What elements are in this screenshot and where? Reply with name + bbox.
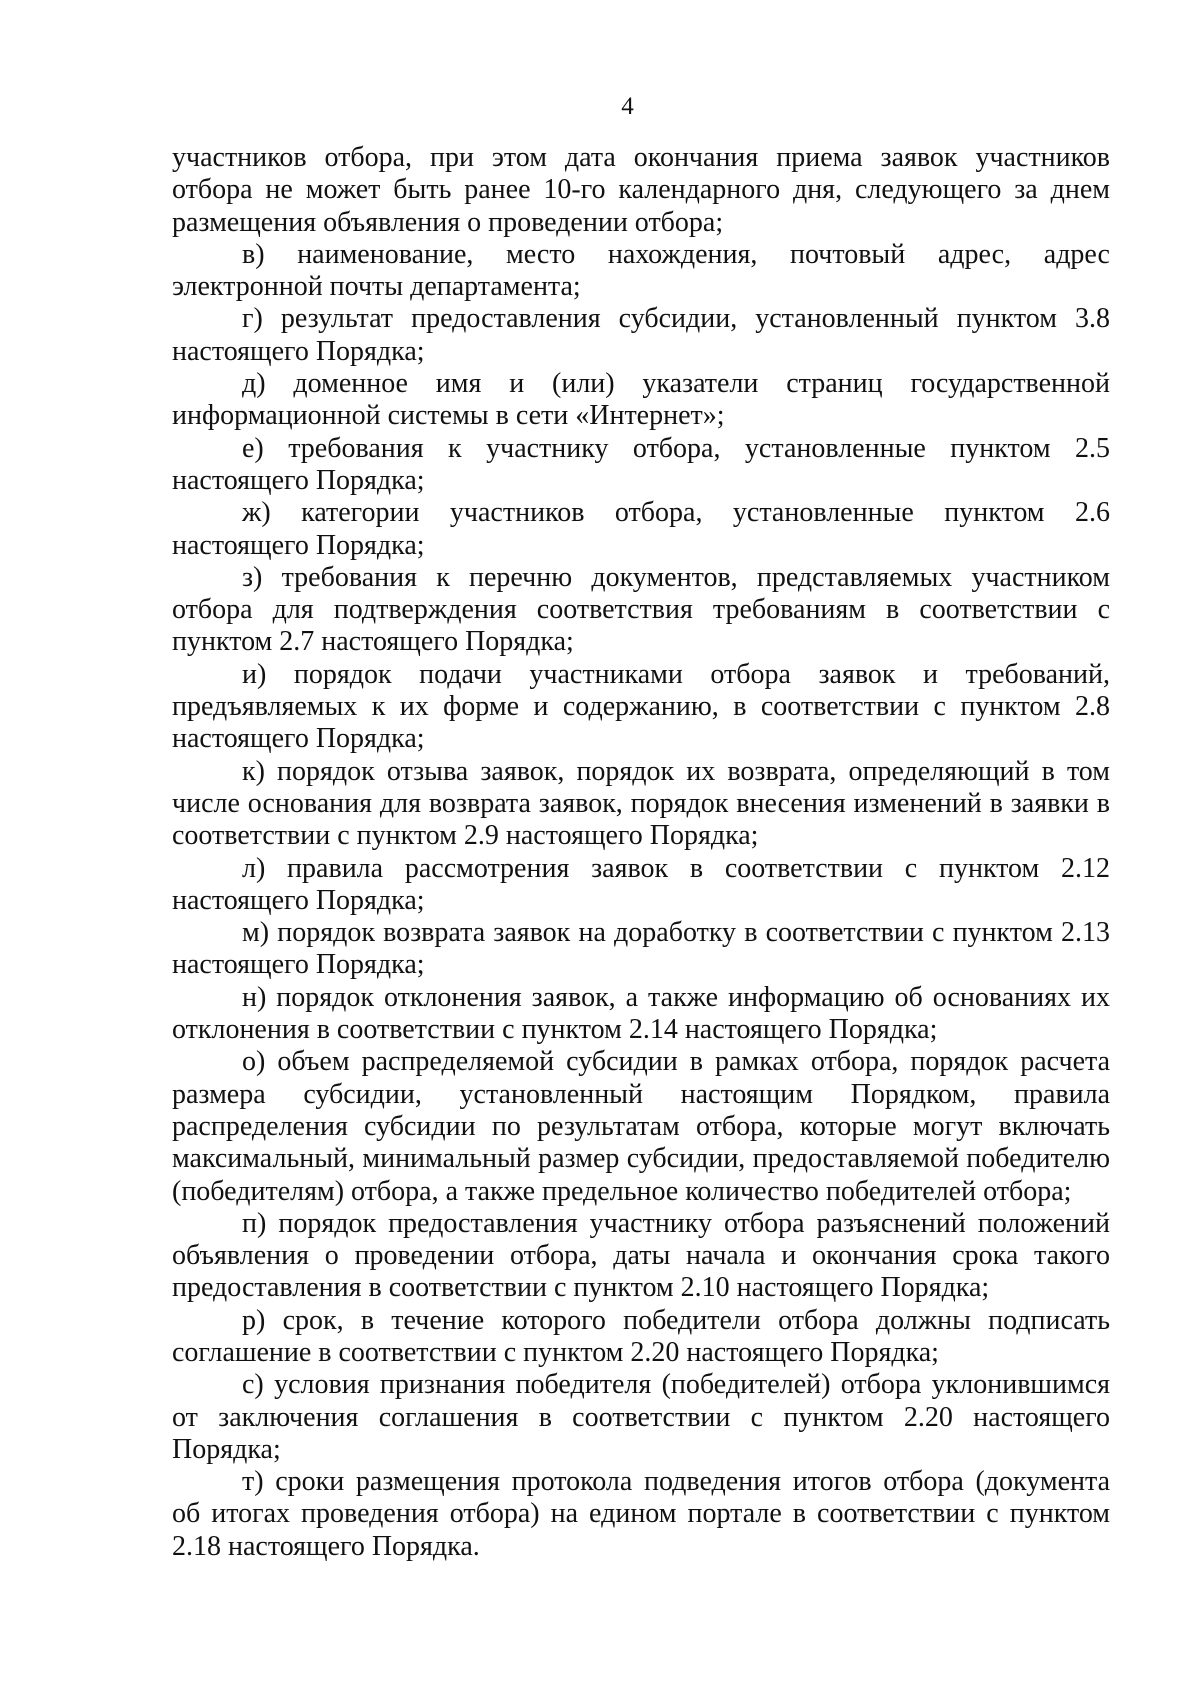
list-item-p: п) порядок предоставления участнику отбора разъяснений положений объявления о проведении отбора, даты начала и окончания срока такого предоставления в соответствии с пунктом 2.10 настоящего Порядка; (172, 1207, 1110, 1304)
list-item-l: л) правила рассмотрения заявок в соответствии с пунктом 2.12 настоящего Порядка; (172, 852, 1110, 916)
document-body (172, 142, 1110, 1563)
list-item-e: е) требования к участнику отбора, установленные пунктом 2.5 настоящего Порядка; (172, 432, 1110, 496)
page-number: 4 (621, 93, 634, 120)
list-item-k: к) порядок отзыва заявок, порядок их возврата, определяющий в том числе основания для возврата заявок, порядок внесения изменений в заявки в соответствии с пунктом 2.9 настоящего Порядка; (172, 755, 1110, 852)
list-item-r: р) срок, в течение которого победители отбора должны подписать соглашение в соответствии с пунктом 2.20 настоящего Порядка; (172, 1304, 1110, 1368)
list-item-z: з) требования к перечню документов, представляемых участником отбора для подтверждения соответствия требованиям в соответствии с пунктом 2.7 настоящего Порядка; (172, 561, 1110, 658)
list-item-i: и) порядок подачи участниками отбора заявок и требований, предъявляемых к их форме и содержанию, в соответствии с пунктом 2.8 настоящего Порядка; (172, 658, 1110, 755)
list-item-v: в) наименование, место нахождения, почтовый адрес, адрес электронной почты департамента; (172, 238, 1110, 303)
list-item-g: г) результат предоставления субсидии, установленный пунктом 3.8 настоящего Порядка; (172, 303, 1110, 367)
continuation-paragraph: участников отбора, при этом дата окончания приема заявок участников отбора не может быть ранее 10-го календарного дня, следующего за днем размещения объявления о проведении отбора; (172, 142, 1110, 238)
list-item-n: н) порядок отклонения заявок, а также информацию об основаниях их отклонения в соответствии с пунктом 2.14 настоящего Порядка; (172, 981, 1110, 1046)
list-item-zh: ж) категории участников отбора, установленные пунктом 2.6 настоящего Порядка; (172, 497, 1110, 561)
list-item-d: д) доменное имя и (или) указатели страниц государственной информационной системы в сети «Интернет»; (172, 368, 1110, 432)
list-item-o: о) объем распределяемой субсидии в рамках отбора, порядок расчета размера субсидии, установленный настоящим Порядком, правила распределения субсидии по результатам отбора, которые могут включать максимальный, минимальный размер субсидии, предоставляемой победителю (победителям) отбора, а также предельное количество победителей отбора; (172, 1046, 1110, 1207)
list-item-s: с) условия признания победителя (победителей) отбора уклонившимся от заключения соглашения в соответствии с пунктом 2.20 настоящего Порядка; (172, 1369, 1110, 1465)
list-item-m: м) порядок возврата заявок на доработку в соответствии с пунктом 2.13 настоящего Порядка; (172, 917, 1110, 981)
list-item-t: т) сроки размещения протокола подведения итогов отбора (документа об итогах проведения отбора) на едином портале в соответствии с пунктом 2.18 настоящего Порядка. (172, 1466, 1110, 1562)
